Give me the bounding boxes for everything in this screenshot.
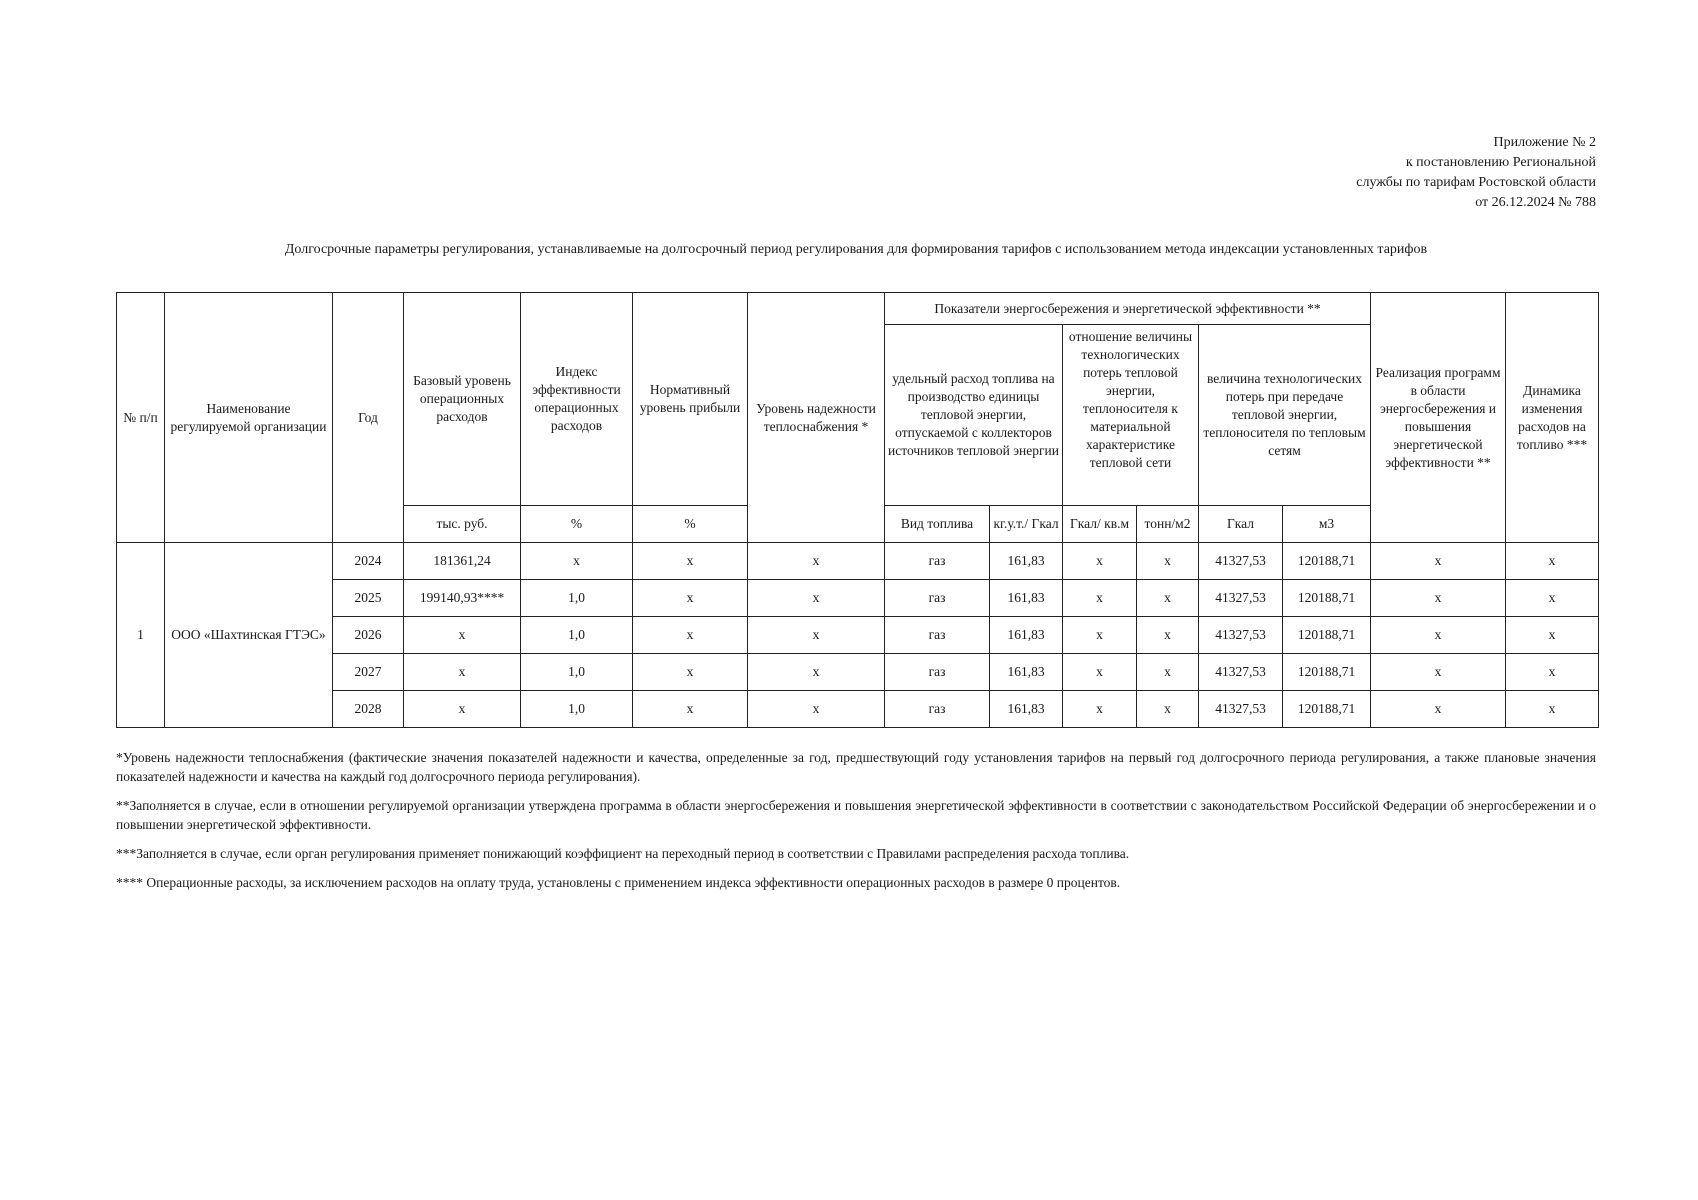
footnotes — [116, 748, 1596, 902]
cell-m3: 120188,71 — [1283, 654, 1371, 691]
cell-gcal-sqm: х — [1063, 580, 1137, 617]
cell-profit: х — [633, 617, 748, 654]
cell-fuel-dynamics: х — [1506, 580, 1599, 617]
cell-year: 2024 — [333, 543, 404, 580]
cell-gcal-sqm: х — [1063, 691, 1137, 728]
cell-gcal: 41327,53 — [1199, 617, 1283, 654]
cell-programs: х — [1371, 691, 1506, 728]
cell-base: 199140,93**** — [404, 580, 521, 617]
unit-fuel-rate: кг.у.т./ Гкал — [990, 506, 1063, 543]
table-row — [117, 654, 1599, 691]
cell-base: 181361,24 — [404, 543, 521, 580]
unit-fuel-type: Вид топлива — [885, 506, 990, 543]
unit-gcal-sqm: Гкал/ кв.м — [1063, 506, 1137, 543]
cell-fuel-type: газ — [885, 543, 990, 580]
header-energy-group: Показатели энергосбережения и энергетической эффективности ** — [885, 293, 1371, 325]
header-year: Год — [333, 293, 404, 543]
cell-fuel-type: газ — [885, 654, 990, 691]
header-loss-value: величина технологических потерь при передаче тепловой энергии, теплоносителя по тепловым сетям — [1199, 325, 1371, 506]
cell-fuel-rate: 161,83 — [990, 691, 1063, 728]
cell-fuel-dynamics: х — [1506, 543, 1599, 580]
footnote-reliability: *Уровень надежности теплоснабжения (фактические значения показателей надежности и качества, определенные за год, предшествующий году установления тарифов на первый год долгосрочного периода регулирования, а также плановые значения показателей надежности и качества на каждый год долгосрочного периода регулирования). — [116, 750, 1596, 784]
cell-profit: х — [633, 691, 748, 728]
org-name: ООО «Шахтинская ГТЭС» — [165, 543, 333, 728]
cell-fuel-rate: 161,83 — [990, 617, 1063, 654]
cell-fuel-type: газ — [885, 617, 990, 654]
unit-m3: м3 — [1283, 506, 1371, 543]
cell-m3: 120188,71 — [1283, 617, 1371, 654]
parameters-table — [116, 292, 1599, 728]
cell-index: 1,0 — [521, 580, 633, 617]
unit-index: % — [521, 506, 633, 543]
footnote-energy-program: **Заполняется в случае, если в отношении регулируемой организации утверждена программа в области энергосбережения и повышения энергетической эффективности в соответствии с законодательством Российской Федерации об энергосбережении и о повышении энергетической эффективности. — [116, 798, 1596, 832]
cell-fuel-type: газ — [885, 580, 990, 617]
cell-profit: х — [633, 543, 748, 580]
cell-fuel-rate: 161,83 — [990, 654, 1063, 691]
cell-reliability: х — [748, 654, 885, 691]
table-row — [117, 543, 1599, 580]
appendix-line-4: от 26.12.2024 № 788 — [1475, 195, 1596, 210]
cell-gcal: 41327,53 — [1199, 543, 1283, 580]
org-number: 1 — [117, 543, 165, 728]
document-title: Долгосрочные параметры регулирования, устанавливаемые на долгосрочный период регулирования для формирования тарифов с использованием метода индексации установленных тарифов — [284, 242, 1428, 257]
cell-base: х — [404, 617, 521, 654]
cell-index: х — [521, 543, 633, 580]
header-programs: Реализация программ в области энергосбережения и повышения энергетической эффективности ** — [1371, 293, 1506, 543]
cell-programs: х — [1371, 543, 1506, 580]
unit-ton-m2: тонн/м2 — [1137, 506, 1199, 543]
cell-gcal: 41327,53 — [1199, 654, 1283, 691]
cell-ton-m2: х — [1137, 580, 1199, 617]
header-reliability: Уровень надежности теплоснабжения * — [748, 293, 885, 543]
cell-ton-m2: х — [1137, 617, 1199, 654]
cell-index: 1,0 — [521, 654, 633, 691]
cell-profit: х — [633, 580, 748, 617]
cell-base: х — [404, 691, 521, 728]
cell-reliability: х — [748, 543, 885, 580]
cell-fuel-dynamics: х — [1506, 654, 1599, 691]
cell-year: 2026 — [333, 617, 404, 654]
cell-m3: 120188,71 — [1283, 691, 1371, 728]
cell-reliability: х — [748, 617, 885, 654]
cell-fuel-rate: 161,83 — [990, 543, 1063, 580]
cell-ton-m2: х — [1137, 543, 1199, 580]
header-fuel-rate: удельный расход топлива на производство единицы тепловой энергии, отпускаемой с коллекторов источников тепловой энергии — [885, 325, 1063, 506]
cell-programs: х — [1371, 580, 1506, 617]
header-org: Наименование регулируемой организации — [165, 293, 333, 543]
cell-index: 1,0 — [521, 691, 633, 728]
header-loss-ratio: отношение величины технологических потерь тепловой энергии, теплоносителя к материальной характеристике тепловой сети — [1063, 325, 1199, 506]
cell-base: х — [404, 654, 521, 691]
table-row — [117, 691, 1599, 728]
header-num: № п/п — [117, 293, 165, 543]
cell-ton-m2: х — [1137, 691, 1199, 728]
cell-fuel-dynamics: х — [1506, 617, 1599, 654]
cell-fuel-rate: 161,83 — [990, 580, 1063, 617]
appendix-line-1: Приложение № 2 — [1493, 135, 1596, 150]
cell-year: 2025 — [333, 580, 404, 617]
appendix-line-3: службы по тарифам Ростовской области — [1356, 175, 1596, 190]
cell-gcal-sqm: х — [1063, 617, 1137, 654]
cell-gcal-sqm: х — [1063, 654, 1137, 691]
cell-m3: 120188,71 — [1283, 543, 1371, 580]
cell-year: 2027 — [333, 654, 404, 691]
appendix-line-2: к постановлению Региональной — [1405, 155, 1596, 170]
cell-fuel-type: газ — [885, 691, 990, 728]
cell-gcal: 41327,53 — [1199, 580, 1283, 617]
appendix-block — [1356, 133, 1596, 213]
cell-fuel-dynamics: х — [1506, 691, 1599, 728]
table-row — [117, 580, 1599, 617]
header-fuel-dynamics: Динамика изменения расходов на топливо *** — [1506, 293, 1599, 543]
footnote-operating-costs: **** Операционные расходы, за исключением расходов на оплату труда, установлены с применением индекса эффективности операционных расходов в размере 0 процентов. — [116, 875, 1121, 890]
unit-base: тыс. руб. — [404, 506, 521, 543]
header-profit: Нормативный уровень прибыли — [633, 293, 748, 506]
cell-year: 2028 — [333, 691, 404, 728]
cell-reliability: х — [748, 691, 885, 728]
cell-gcal: 41327,53 — [1199, 691, 1283, 728]
cell-reliability: х — [748, 580, 885, 617]
cell-index: 1,0 — [521, 617, 633, 654]
cell-ton-m2: х — [1137, 654, 1199, 691]
unit-profit: % — [633, 506, 748, 543]
header-base: Базовый уровень операционных расходов — [404, 293, 521, 506]
table-row — [117, 617, 1599, 654]
cell-programs: х — [1371, 617, 1506, 654]
cell-m3: 120188,71 — [1283, 580, 1371, 617]
cell-gcal-sqm: х — [1063, 543, 1137, 580]
header-index: Индекс эффективности операционных расходов — [521, 293, 633, 506]
footnote-reduction-coefficient: ***Заполняется в случае, если орган регулирования применяет понижающий коэффициент на переходный период в соответствии с Правилами распределения расхода топлива. — [116, 846, 1130, 861]
cell-programs: х — [1371, 654, 1506, 691]
unit-gcal: Гкал — [1199, 506, 1283, 543]
cell-profit: х — [633, 654, 748, 691]
